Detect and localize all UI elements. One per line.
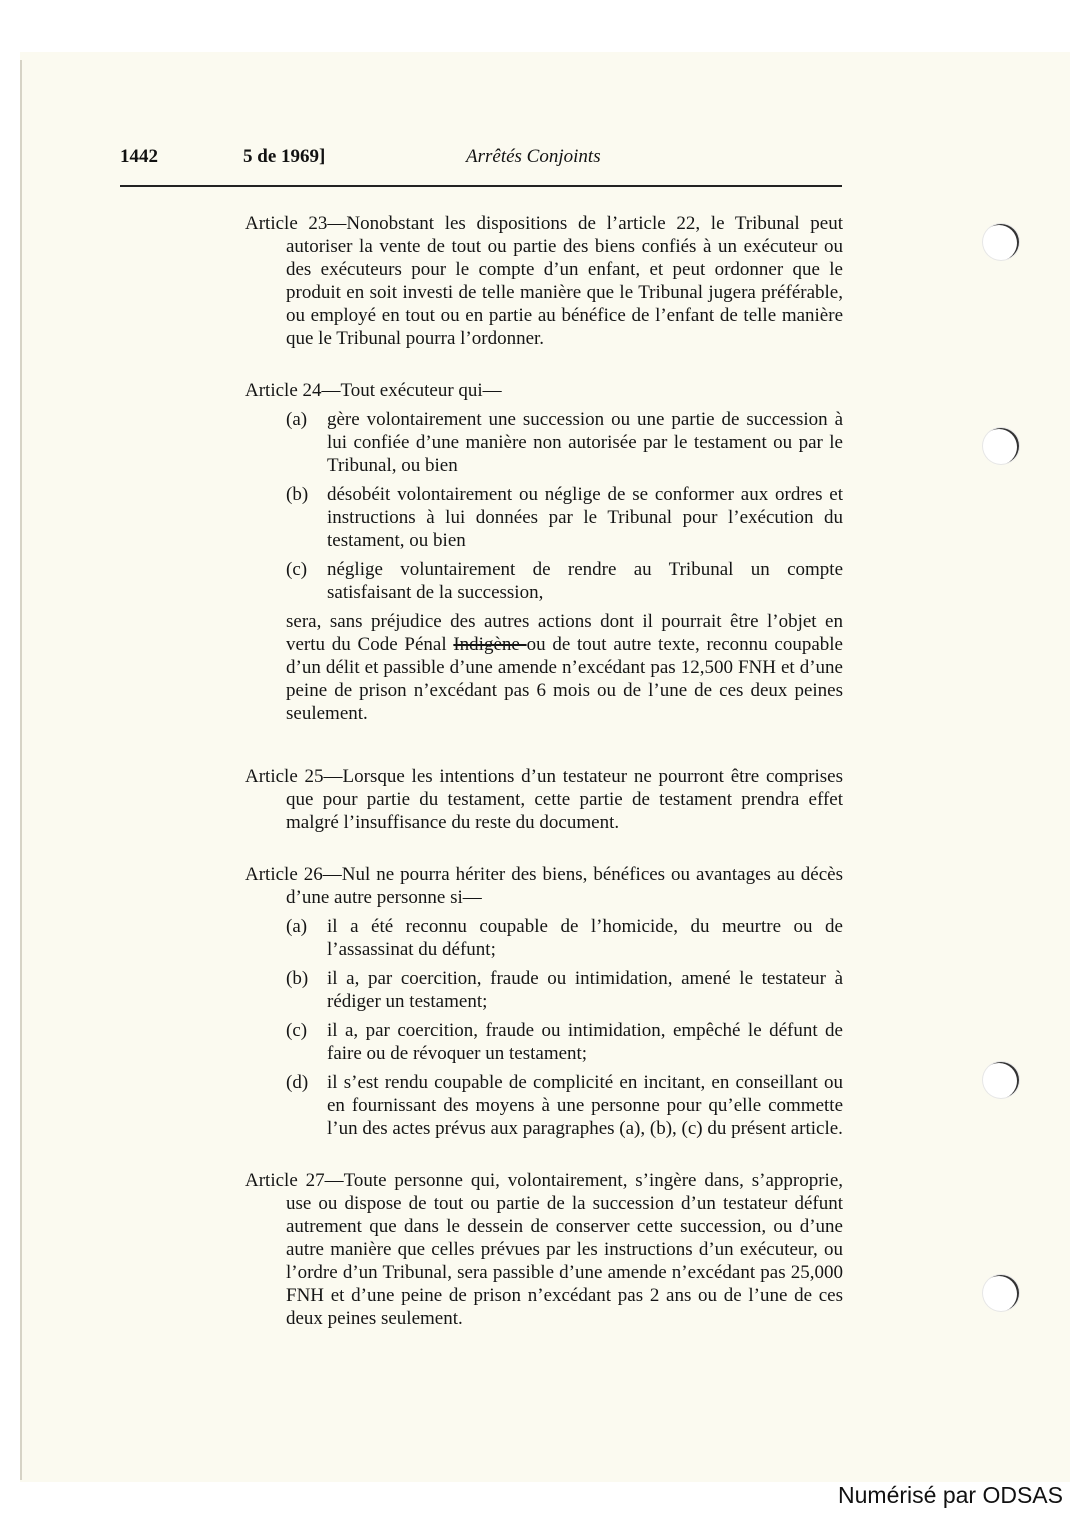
header-date: 5 de 1969]: [243, 146, 326, 167]
item-text: désobéit volontairement ou néglige de se conformer aux ordres et instructions à lui données par le Tribunal pour l’exécution du testament, ou bien: [327, 484, 843, 551]
article-23-text: Article 23—Nonobstant les dispositions de l’article 22, le Tribunal peut autoriser la vente de tout ou partie des biens confiés à un exécuteur ou des exécuteurs pour le compte d’un enfant, et peut ordonner que le produit en soit investi de telle manière que le Tribunal jugera préférable, ou employé en tout ou en partie au bénéfice de l’enfant de telle manière que le Tribunal pourra l’ordonner.: [245, 213, 843, 349]
item-label: (a): [286, 916, 308, 937]
article-25: [245, 765, 843, 834]
article-26: [245, 863, 843, 1140]
article-27-text: Article 27—Toute personne qui, volontairement, s’ingère dans, s’approprie, use ou dispose de tout ou partie de la succession d’un testateur défunt autrement que dans le dessein de conserver cette succession, ou d’une autre manière que celles prévues par les instructions d’un exécuteur, ou l’ordre d’un Tribunal, sera passible d’une amende n’excédant pas 25,000 FNH et d’une peine de prison n’excédant pas 2 ans ou de l’une de ces deux peines seulement.: [245, 1170, 843, 1329]
penalty-text-end: ou de tout autre texte, reconnu coupable d’un délit et passible d’une amende n’excédant pas 12,500 FNH et d’une peine de prison n’excédant pas 6 mois ou de l’une de ces deux peines seulement.: [286, 634, 843, 724]
item-text: il a été reconnu coupable de l’homicide, du meurtre ou de l’assassinat du défunt;: [327, 916, 843, 960]
article-24-item: [245, 483, 843, 552]
item-text: il a, par coercition, fraude ou intimidation, empêché le défunt de faire ou de révoquer un testament;: [327, 1020, 843, 1064]
article-26-item: [245, 1019, 843, 1065]
item-text: il a, par coercition, fraude ou intimidation, amené le testateur à rédiger un testament;: [327, 968, 843, 1012]
binder-hole: [983, 224, 1019, 260]
article-24-item: [245, 408, 843, 477]
article-23: [245, 212, 843, 350]
item-text: néglige voluntairement de rendre au Tribunal un compte satisfaisant de la succession,: [327, 559, 843, 603]
header-title: Arrêtés Conjoints: [466, 146, 601, 167]
article-26-item: [245, 915, 843, 961]
article-24-item: [245, 558, 843, 604]
article-26-intro: Article 26—Nul ne pourra hériter des biens, bénéfices ou avantages au décès d’une autre personne si—: [245, 864, 843, 908]
article-25-text: Article 25—Lorsque les intentions d’un testateur ne pourront être comprises que pour partie du testament, cette partie de testament prendra effet malgré l’insuffisance du reste du document.: [245, 766, 843, 833]
header-rule: [120, 185, 842, 187]
page-edge: [20, 60, 22, 1480]
article-27: [245, 1169, 843, 1330]
page-number: 1442: [120, 146, 158, 167]
binder-hole: [983, 1275, 1019, 1311]
struck-word: Indigène: [453, 634, 527, 655]
binder-hole: [983, 428, 1019, 464]
article-24: [245, 379, 843, 725]
article-26-item: [245, 967, 843, 1013]
digitization-credit: Numérisé par ODSAS: [838, 1482, 1063, 1508]
item-label: (d): [286, 1072, 309, 1093]
document-body: [245, 212, 843, 1330]
item-label: (c): [286, 1020, 308, 1041]
item-label: (a): [286, 409, 308, 430]
item-label: (b): [286, 484, 309, 505]
item-text: il s’est rendu coupable de complicité en incitant, en conseillant ou en fournissant des moyens à une personne pour qu’elle commette l’un des actes prévus aux paragraphes (a), (b), (c) du présent article.: [327, 1072, 843, 1139]
page-header: [0, 146, 1075, 176]
article-24-penalty: [245, 610, 843, 725]
article-26-item: [245, 1071, 843, 1140]
binder-hole: [983, 1062, 1019, 1098]
article-24-intro: Article 24—Tout exécuteur qui—: [245, 380, 502, 401]
item-label: (c): [286, 559, 308, 580]
item-label: (b): [286, 968, 309, 989]
item-text: gère volontairement une succession ou une partie de succession à lui confiée d’une manière non autorisée par le testament ou par le Tribunal, ou bien: [327, 409, 843, 476]
penalty-text-start: sera, sans préjudice des autres actions dont il pourrait être l’objet en vertu du Code Pénal: [286, 611, 843, 655]
